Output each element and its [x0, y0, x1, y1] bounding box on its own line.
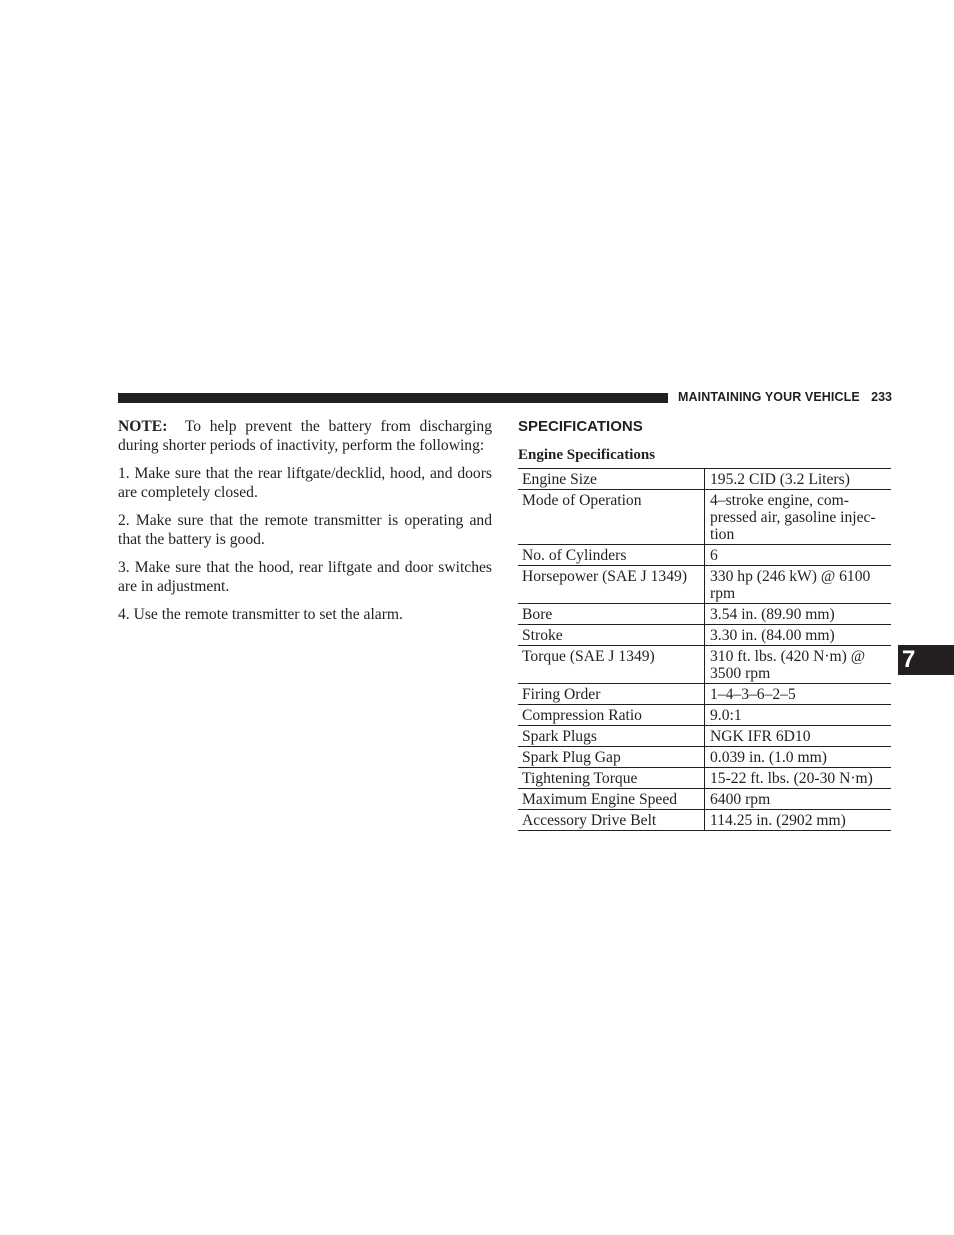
left-column [118, 417, 492, 633]
table-row [518, 604, 891, 625]
spec-value: 3.54 in. (89.90 mm) [705, 604, 892, 625]
engine-spec-table [518, 468, 891, 831]
step-1: 1. Make sure that the rear liftgate/decklid, hood, and doors are completely closed. [118, 465, 492, 501]
spec-value: 6400 rpm [705, 789, 892, 810]
spec-param: Spark Plug Gap [518, 747, 705, 768]
spec-value: 9.0:1 [705, 705, 892, 726]
table-row [518, 469, 891, 490]
spec-param: Tightening Torque [518, 768, 705, 789]
table-row [518, 747, 891, 768]
spec-value: 3.30 in. (84.00 mm) [705, 625, 892, 646]
table-row [518, 646, 891, 684]
step-2: 2. Make sure that the remote transmitter is operating and that the battery is good. [118, 512, 492, 548]
spec-param: Firing Order [518, 684, 705, 705]
spec-param: Bore [518, 604, 705, 625]
spec-value: 114.25 in. (2902 mm) [705, 810, 892, 831]
spec-value: 0.039 in. (1.0 mm) [705, 747, 892, 768]
table-row [518, 490, 891, 545]
specifications-heading: SPECIFICATIONS [518, 418, 643, 435]
spec-param: Maximum Engine Speed [518, 789, 705, 810]
note-text: To help prevent the battery from discharging during shorter periods of inactivity, perform the following: [118, 418, 493, 454]
chapter-tab: 7 [898, 645, 954, 675]
header-rule [118, 393, 668, 403]
table-row [518, 810, 891, 831]
spec-value: 1–4–3–6–2–5 [705, 684, 892, 705]
spec-param: Compression Ratio [518, 705, 705, 726]
spec-param: Engine Size [518, 469, 705, 490]
spec-param: Torque (SAE J 1349) [518, 646, 705, 684]
note-label: NOTE: [118, 418, 168, 435]
right-column [518, 417, 891, 831]
table-row [518, 768, 891, 789]
spec-param: No. of Cylinders [518, 545, 705, 566]
spec-value: 4–stroke engine, com- pressed air, gasoline injec- tion [705, 490, 892, 545]
spec-param: Horsepower (SAE J 1349) [518, 566, 705, 604]
spec-param: Accessory Drive Belt [518, 810, 705, 831]
step-4: 4. Use the remote transmitter to set the alarm. [118, 606, 403, 623]
spec-value: 330 hp (246 kW) @ 6100 rpm [705, 566, 892, 604]
table-row [518, 684, 891, 705]
spec-param: Spark Plugs [518, 726, 705, 747]
section-title: MAINTAINING YOUR VEHICLE [678, 390, 860, 404]
page-number: 233 [871, 390, 892, 404]
spec-value: NGK IFR 6D10 [705, 726, 892, 747]
note-paragraph [118, 417, 492, 455]
spec-value: 310 ft. lbs. (420 N·m) @ 3500 rpm [705, 646, 892, 684]
spec-value: 195.2 CID (3.2 Liters) [705, 469, 892, 490]
spec-param: Mode of Operation [518, 490, 705, 545]
table-title: Engine Specifications [518, 447, 656, 463]
table-row [518, 545, 891, 566]
step-3: 3. Make sure that the hood, rear liftgate and door switches are in adjustment. [118, 559, 492, 595]
table-row [518, 625, 891, 646]
spec-param: Stroke [518, 625, 705, 646]
table-row [518, 705, 891, 726]
table-row [518, 566, 891, 604]
table-row [518, 789, 891, 810]
spec-value: 6 [705, 545, 892, 566]
spec-value: 15-22 ft. lbs. (20-30 N·m) [705, 768, 892, 789]
table-row [518, 726, 891, 747]
